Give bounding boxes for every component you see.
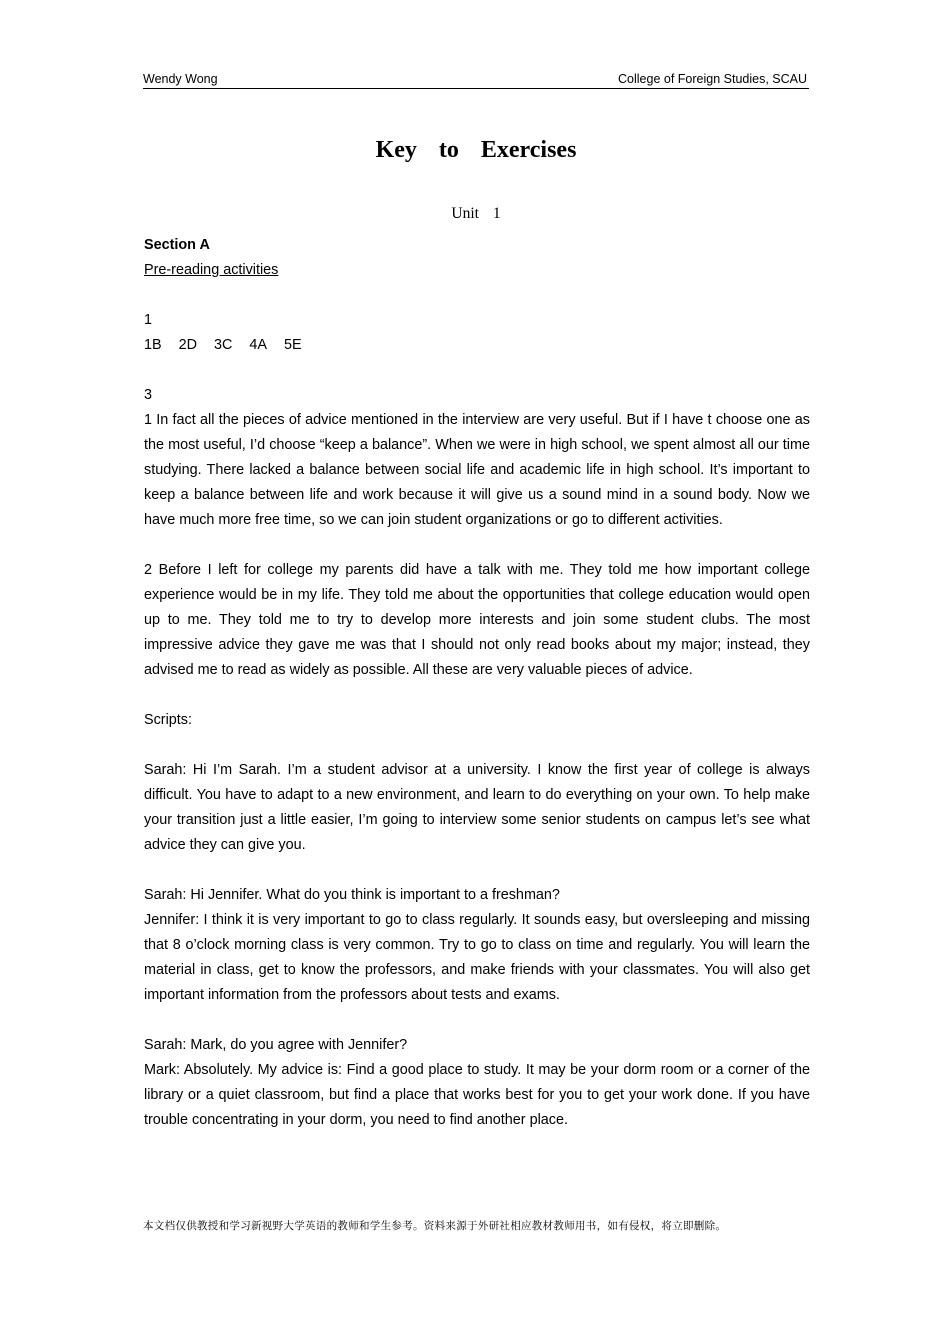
answer-item: 1B [144,337,162,353]
question-number: 1 [144,312,153,328]
answer-paragraph: 1 In fact all the pieces of advice mentioned in the interview are very useful. But if I have t choose one as the most useful, I’d choose “keep a balance”. When we were in high school, we spent almost all our time studying. There lacked a balance between social life and academic life in high school. It’s important to keep a balance between life and work because it will give us a sound mind in a sound body. Now we have much more free time, so we can join student organizations or go to different activities. [144,412,810,528]
script-paragraph: Sarah: Hi I’m Sarah. I’m a student advisor at a university. I know the first year of college is always difficult. You have to adapt to a new environment, and learn to do everything on your own. To help make your transition just a little easier, I’m going to interview some senior students on campus let’s see what advice they can give you. [144,762,810,853]
scripts-label: Scripts: [144,712,192,728]
answer-list [144,333,810,358]
document-title: Key to Exercises [375,137,577,163]
subsection-heading: Pre-reading activities [144,262,279,278]
answer-item: 5E [284,337,302,353]
section-heading: Section A [144,237,210,253]
script-line: Sarah: Mark, do you agree with Jennifer? [144,1037,408,1053]
answer-item: 3C [214,337,233,353]
page-header [143,70,809,89]
question-number: 3 [144,387,153,403]
header-institution: College of Foreign Studies, SCAU [618,72,807,86]
script-paragraph: Mark: Absolutely. My advice is: Find a good place to study. It may be your dorm room or a corner of the library or a quiet classroom, but find a place that works best for you to get your work done. If you have trouble concentrating in your dorm, you need to find another place. [144,1062,810,1128]
answer-item: 2D [178,337,198,353]
script-line: Sarah: Hi Jennifer. What do you think is important to a freshman? [144,887,560,903]
header-author: Wendy Wong [143,72,218,86]
page-footer: 本文档仅供教授和学习新视野大学英语的教师和学生参考。资料来源于外研社相应教材教师用书，如有侵权，将立即删除。 [143,1220,727,1232]
script-paragraph: Jennifer: I think it is very important to go to class regularly. It sounds easy, but oversleeping and missing that 8 o’clock morning class is very common. Try to go to class on time and regularly. You will learn the material in class, get to know the professors, and make friends with your classmates. You will also get important information from the professors about tests and exams. [144,912,810,1003]
answer-paragraph: 2 Before I left for college my parents did have a talk with me. They told me how important college experience would be in my life. They told me about the opportunities that college education would open up to me. They told me to try to develop more interests and join some student clubs. The most impressive advice they gave me was that I should not only read books about my major; instead, they advised me to read as widely as possible. All these are very valuable pieces of advice. [144,562,810,678]
answer-item: 4A [249,337,268,353]
document-body [144,233,810,1133]
unit-heading: Unit 1 [451,205,501,222]
